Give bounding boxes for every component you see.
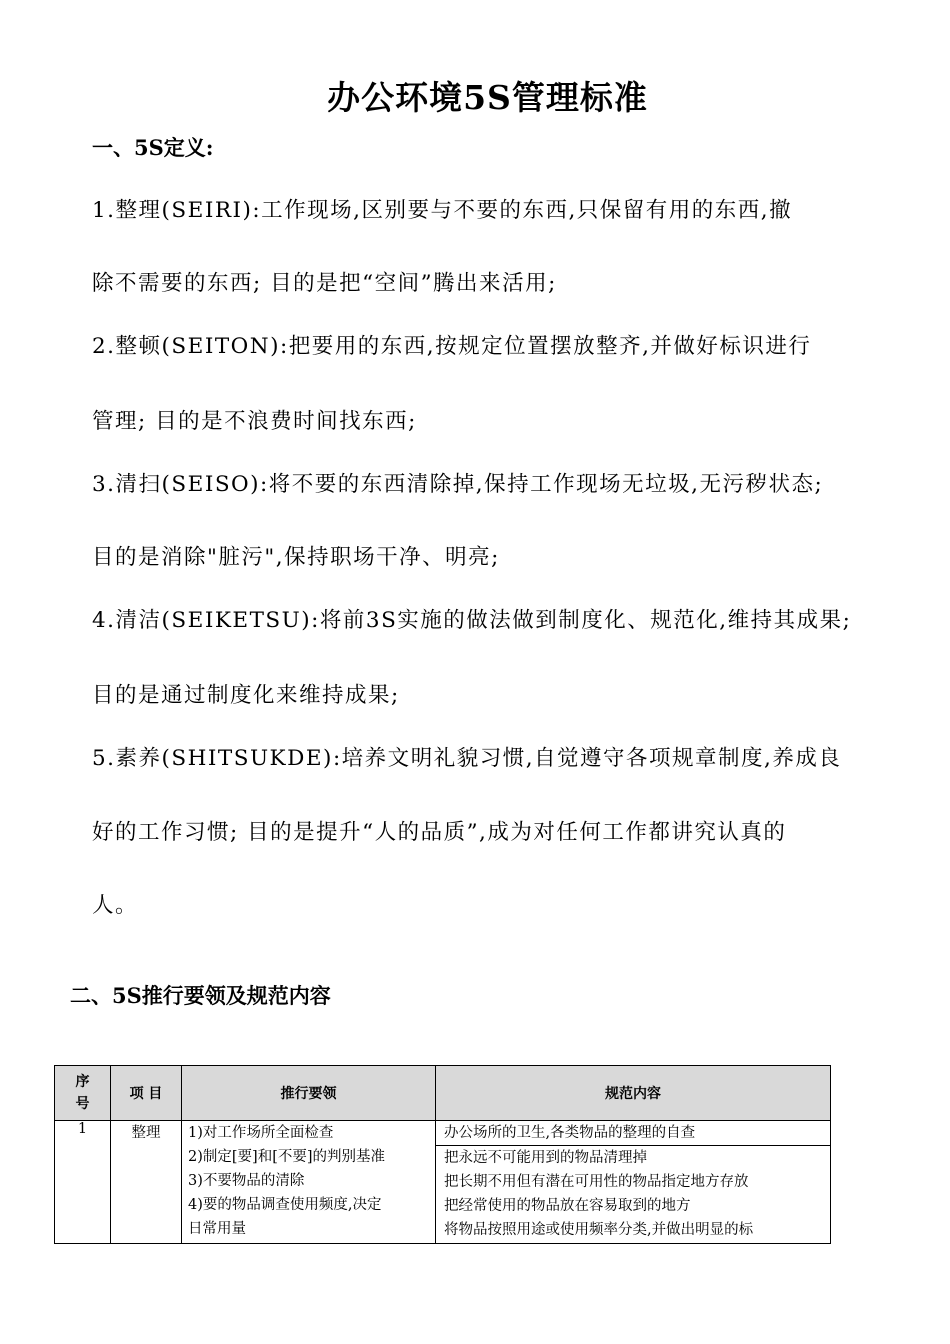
definition-line: 4.清洁(SEIKETSU):将前3S实施的做法做到制度化、规范化,维持其成果; — [92, 608, 852, 633]
header-points: 推行要领 — [182, 1066, 436, 1121]
definition-line: 人。 — [92, 893, 139, 918]
header-spec: 规范内容 — [436, 1066, 831, 1121]
row-number: 1 — [55, 1121, 111, 1244]
table-header-row — [55, 1066, 831, 1121]
point-line: 4)要的物品调查使用频度,决定 — [188, 1197, 382, 1213]
section-heading-definitions: 一、5S定义: — [92, 135, 214, 160]
row-item: 整理 — [111, 1121, 182, 1244]
definition-line: 5.素养(SHITSUKDE):培养文明礼貌习惯,自觉遵守各项规章制度,养成良 — [92, 746, 842, 771]
table-row — [55, 1121, 831, 1244]
definition-line: 管理; 目的是不浪费时间找东西; — [92, 409, 417, 434]
point-line: 2)制定[要]和[不要]的判别基准 — [188, 1149, 386, 1165]
definition-line: 1.整理(SEIRI):工作现场,区别要与不要的东西,只保留有用的东西,撤 — [92, 198, 793, 223]
definition-line: 好的工作习惯; 目的是提升“人的品质”,成为对任何工作都讲究认真的 — [92, 820, 787, 845]
spec-line: 将物品按照用途或使用频率分类,并做出明显的标 — [444, 1222, 754, 1238]
spec-line: 把长期不用但有潜在可用性的物品指定地方存放 — [444, 1174, 749, 1190]
definition-line: 3.清扫(SEISO):将不要的东西清除掉,保持工作现场无垃圾,无污秽状态; — [92, 472, 824, 497]
header-no: 序号 — [55, 1066, 111, 1121]
document-title: 办公环境5S管理标准 — [327, 78, 648, 117]
header-item: 项 目 — [111, 1066, 182, 1121]
row-points — [182, 1121, 436, 1244]
spec-line: 把经常使用的物品放在容易取到的地方 — [444, 1198, 691, 1214]
spec-top-line: 办公场所的卫生,各类物品的整理的自查 — [436, 1121, 830, 1146]
section-heading-guidelines: 二、5S推行要领及规范内容 — [70, 983, 331, 1008]
point-line: 3)不要物品的清除 — [188, 1173, 305, 1189]
definition-line: 2.整顿(SEITON):把要用的东西,按规定位置摆放整齐,并做好标识进行 — [92, 334, 812, 359]
point-line: 1)对工作场所全面检查 — [188, 1125, 334, 1141]
definition-line: 除不需要的东西; 目的是把“空间”腾出来活用; — [92, 271, 557, 296]
spec-line: 把永远不可能用到的物品清理掉 — [444, 1150, 647, 1166]
definition-line: 目的是消除"脏污",保持职场干净、明亮; — [92, 545, 500, 570]
definition-line: 目的是通过制度化来维持成果; — [92, 683, 400, 708]
row-spec — [436, 1121, 831, 1244]
point-line: 日常用量 — [188, 1221, 246, 1237]
guidelines-table — [54, 1065, 831, 1244]
